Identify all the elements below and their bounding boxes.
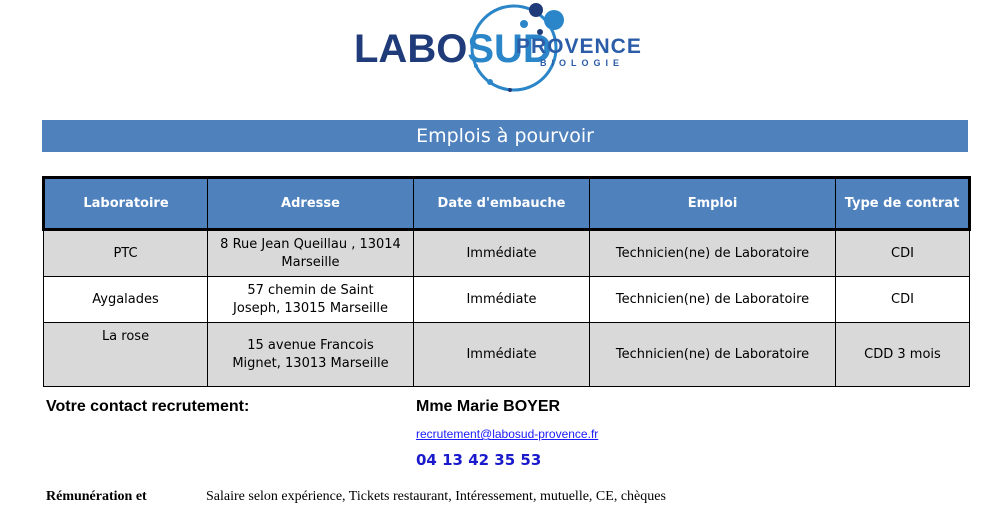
address-line: Joseph, 13015 Marseille xyxy=(233,300,388,316)
address-line: 8 Rue Jean Queillau , 13014 xyxy=(220,236,401,252)
cell-laboratoire: La rose xyxy=(44,323,208,387)
header-laboratoire: Laboratoire xyxy=(44,178,208,230)
cell-emploi: Technicien(ne) de Laboratoire xyxy=(590,230,836,277)
cell-laboratoire: PTC xyxy=(44,230,208,277)
cell-emploi: Technicien(ne) de Laboratoire xyxy=(590,277,836,323)
header-emploi: Emploi xyxy=(590,178,836,230)
cell-contrat: CDD 3 mois xyxy=(836,323,970,387)
cell-adresse xyxy=(208,230,414,277)
table-row xyxy=(44,230,970,277)
contact-phone: 04 13 42 35 53 xyxy=(416,451,542,469)
logo-wordmark: LABOSUD xyxy=(354,27,552,71)
address-line: 57 chemin de Saint xyxy=(247,282,374,298)
contact-label: Votre contact recrutement: xyxy=(46,398,250,415)
remuneration-text: Salaire selon expérience, Tickets restaurant, Intéressement, mutuelle, CE, chèques xyxy=(206,489,666,504)
page-title-banner: Emplois à pourvoir xyxy=(42,120,968,152)
cell-contrat: CDI xyxy=(836,277,970,323)
contact-name: Mme Marie BOYER xyxy=(416,398,561,415)
cell-date: Immédiate xyxy=(414,323,590,387)
header-adresse: Adresse xyxy=(208,178,414,230)
table-row xyxy=(44,277,970,323)
cell-emploi: Technicien(ne) de Laboratoire xyxy=(590,323,836,387)
cell-contrat: CDI xyxy=(836,230,970,277)
address-line: Marseille xyxy=(281,254,340,270)
cell-laboratoire: Aygalades xyxy=(44,277,208,323)
header-date-embauche: Date d'embauche xyxy=(414,178,590,230)
logo-biologie: BIOLOGIE xyxy=(540,58,625,68)
header-type-contrat: Type de contrat xyxy=(836,178,970,230)
table-row xyxy=(44,323,970,387)
cell-date: Immédiate xyxy=(414,277,590,323)
cell-adresse xyxy=(208,323,414,387)
logo-provence: PROVENCE xyxy=(516,35,642,58)
jobs-table xyxy=(42,176,971,387)
cell-date: Immédiate xyxy=(414,230,590,277)
company-logo xyxy=(340,0,660,110)
cell-adresse xyxy=(208,277,414,323)
table-header-row xyxy=(44,178,970,230)
remuneration-label: Rémunération et xyxy=(46,489,147,504)
address-line: 15 avenue Francois xyxy=(247,337,374,353)
address-line: Mignet, 13013 Marseille xyxy=(232,355,389,371)
contact-email-link[interactable]: recrutement@labosud-provence.fr xyxy=(416,427,599,441)
